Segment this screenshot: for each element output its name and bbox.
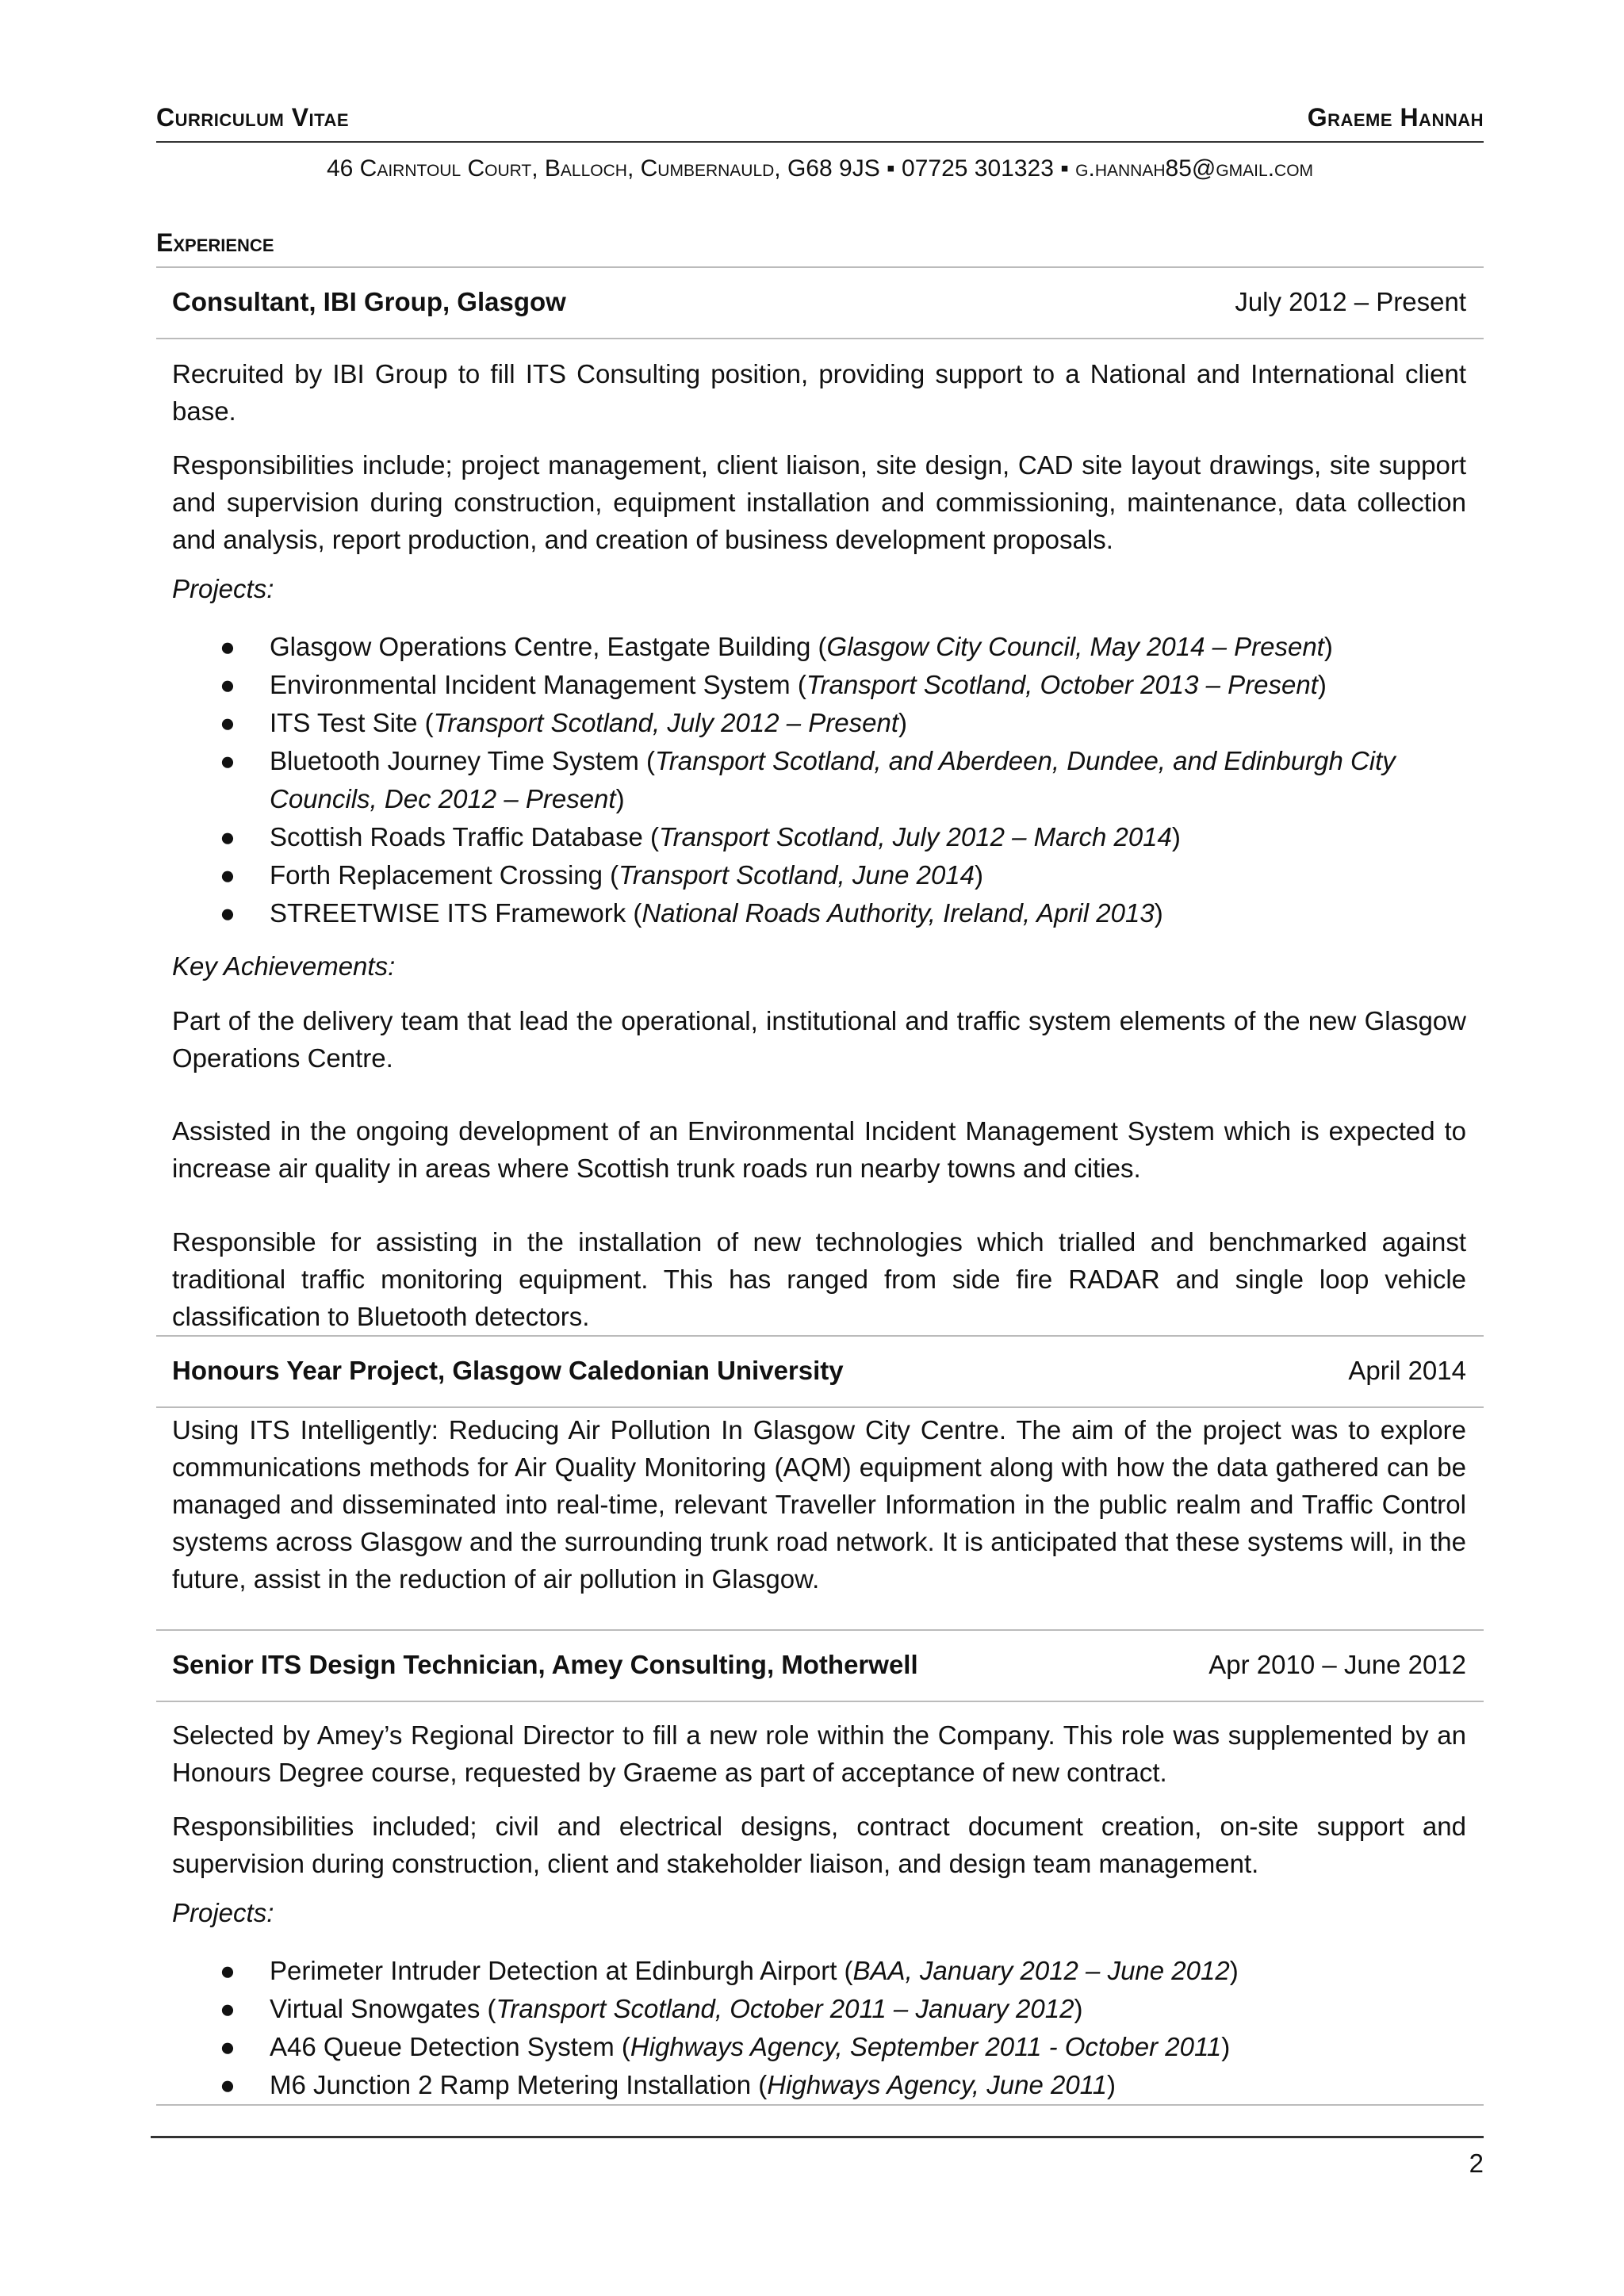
project-list-amey: [172, 1952, 1466, 2104]
job-date: April 2014: [1348, 1356, 1466, 1385]
cv-header: [156, 101, 1484, 143]
list-item: ● M6 Junction 2 Ramp Metering Installation (Highways Agency, June 2011): [172, 2066, 1466, 2104]
footer-rule: [151, 2136, 1484, 2138]
job-title: Consultant, IBI Group, Glasgow: [172, 287, 566, 316]
job-title: Honours Year Project, Glasgow Caledonian University: [172, 1356, 844, 1385]
list-item: ● Bluetooth Journey Time System (Transport Scotland, and Aberdeen, Dundee, and Edinburgh City Councils, Dec 2012 – Present): [172, 742, 1466, 818]
bullet-icon: ●: [220, 1994, 236, 2023]
job-responsibilities: [172, 446, 1466, 558]
list-item: ● Scottish Roads Traffic Database (Transport Scotland, July 2012 – March 2014): [172, 818, 1466, 856]
job-responsibilities: [172, 1808, 1466, 1882]
job-responsibilities-text: Responsibilities included; civil and electrical designs, contract document creation, on-site support and supervision during construction, client and stakeholder liaison, and design team management.: [172, 1812, 1466, 1878]
job-header-honours: [156, 1335, 1484, 1408]
achievement-text: Assisted in the ongoing development of an Environmental Incident Management System which is expected to increase air quality in areas where Scottish trunk roads run nearby towns and cities.: [172, 1116, 1466, 1183]
page-number: 2: [1469, 2149, 1484, 2178]
contact-details: 46 Cairntoul Court, Balloch, Cumbernauld, G68 9JS ▪ 07725 301323 ▪ g.hannah85@gmail.com: [326, 155, 1314, 182]
job-title: Senior ITS Design Technician, Amey Consulting, Motherwell: [172, 1650, 918, 1679]
job-header-amey: [156, 1631, 1484, 1702]
achievement-text: Part of the delivery team that lead the operational, institutional and traffic system elements of the new Glasgow Operations Centre.: [172, 1006, 1466, 1073]
list-item: ● Environmental Incident Management System (Transport Scotland, October 2013 – Present): [172, 666, 1466, 704]
list-item: ● A46 Queue Detection System (Highways Agency, September 2011 - October 2011): [172, 2028, 1466, 2066]
section-divider: [156, 2104, 1484, 2106]
bullet-icon: ●: [220, 2032, 236, 2061]
achievement-text: Responsible for assisting in the installation of new technologies which trialled and benchmarked against traditional traffic monitoring equipment. This has ranged from side fire RADAR and single loop vehicle classification to Bluetooth detectors.: [172, 1227, 1466, 1331]
list-item: ● Perimeter Intruder Detection at Edinburgh Airport (BAA, January 2012 – June 2012): [172, 1952, 1466, 1990]
bullet-icon: ●: [220, 670, 236, 699]
bullet-icon: ●: [220, 746, 236, 775]
project-list-ibi: [172, 628, 1466, 932]
honours-description-text: Using ITS Intelligently: Reducing Air Pollution In Glasgow City Centre. The aim of the project was to explore communications methods for Air Quality Monitoring (AQM) equipment along with how the data gathered can be managed and disseminated into real-time, relevant Traveller Information in the public realm and Traffic Control systems across Glasgow and the surrounding trunk road network. It is anticipated that these systems will, in the future, assist in the reduction of air pollution in Glasgow.: [172, 1415, 1466, 1594]
list-item: ● Forth Replacement Crossing (Transport Scotland, June 2014): [172, 856, 1466, 894]
list-item: ● Virtual Snowgates (Transport Scotland, October 2011 – January 2012): [172, 1990, 1466, 2028]
cv-title: Curriculum Vitae: [156, 103, 350, 132]
honours-description: [172, 1411, 1466, 1598]
job-header-ibi: [156, 268, 1484, 339]
projects-label: Projects:: [172, 574, 274, 603]
bullet-icon: ●: [220, 2070, 236, 2099]
bullet-icon: ●: [220, 632, 236, 661]
achievement-1: [172, 1002, 1466, 1077]
section-title-experience: Experience: [156, 228, 1484, 268]
achievement-2: [172, 1112, 1466, 1187]
bullet-icon: ●: [220, 1956, 236, 1985]
achievements-label: Key Achievements:: [172, 951, 396, 981]
list-item: ● ITS Test Site (Transport Scotland, July 2012 – Present): [172, 704, 1466, 742]
job-intro-text: Selected by Amey’s Regional Director to fill a new role within the Company. This role was supplemented by an Honours Degree course, requested by Graeme as part of acceptance of new contract.: [172, 1720, 1466, 1787]
job-date: July 2012 – Present: [1235, 287, 1466, 316]
list-item: ● STREETWISE ITS Framework (National Roads Authority, Ireland, April 2013): [172, 894, 1466, 932]
bullet-icon: ●: [220, 708, 236, 737]
list-item: ● Glasgow Operations Centre, Eastgate Building (Glasgow City Council, May 2014 – Present): [172, 628, 1466, 666]
achievement-3: [172, 1223, 1466, 1335]
job-intro: [172, 1716, 1466, 1791]
cv-name: Graeme Hannah: [1307, 103, 1484, 132]
job-date: Apr 2010 – June 2012: [1208, 1650, 1466, 1679]
job-responsibilities-text: Responsibilities include; project management, client liaison, site design, CAD site layout drawings, site support and supervision during construction, equipment installation and commissioning, maintenance, data collection and analysis, report production, and creation of business development proposals.: [172, 450, 1466, 554]
bullet-icon: ●: [220, 822, 236, 851]
bullet-icon: ●: [220, 898, 236, 928]
job-intro-text: Recruited by IBI Group to fill ITS Consulting position, providing support to a National and International client base.: [172, 359, 1466, 426]
job-intro: [172, 355, 1466, 430]
projects-label: Projects:: [172, 1898, 274, 1927]
bullet-icon: ●: [220, 860, 236, 890]
